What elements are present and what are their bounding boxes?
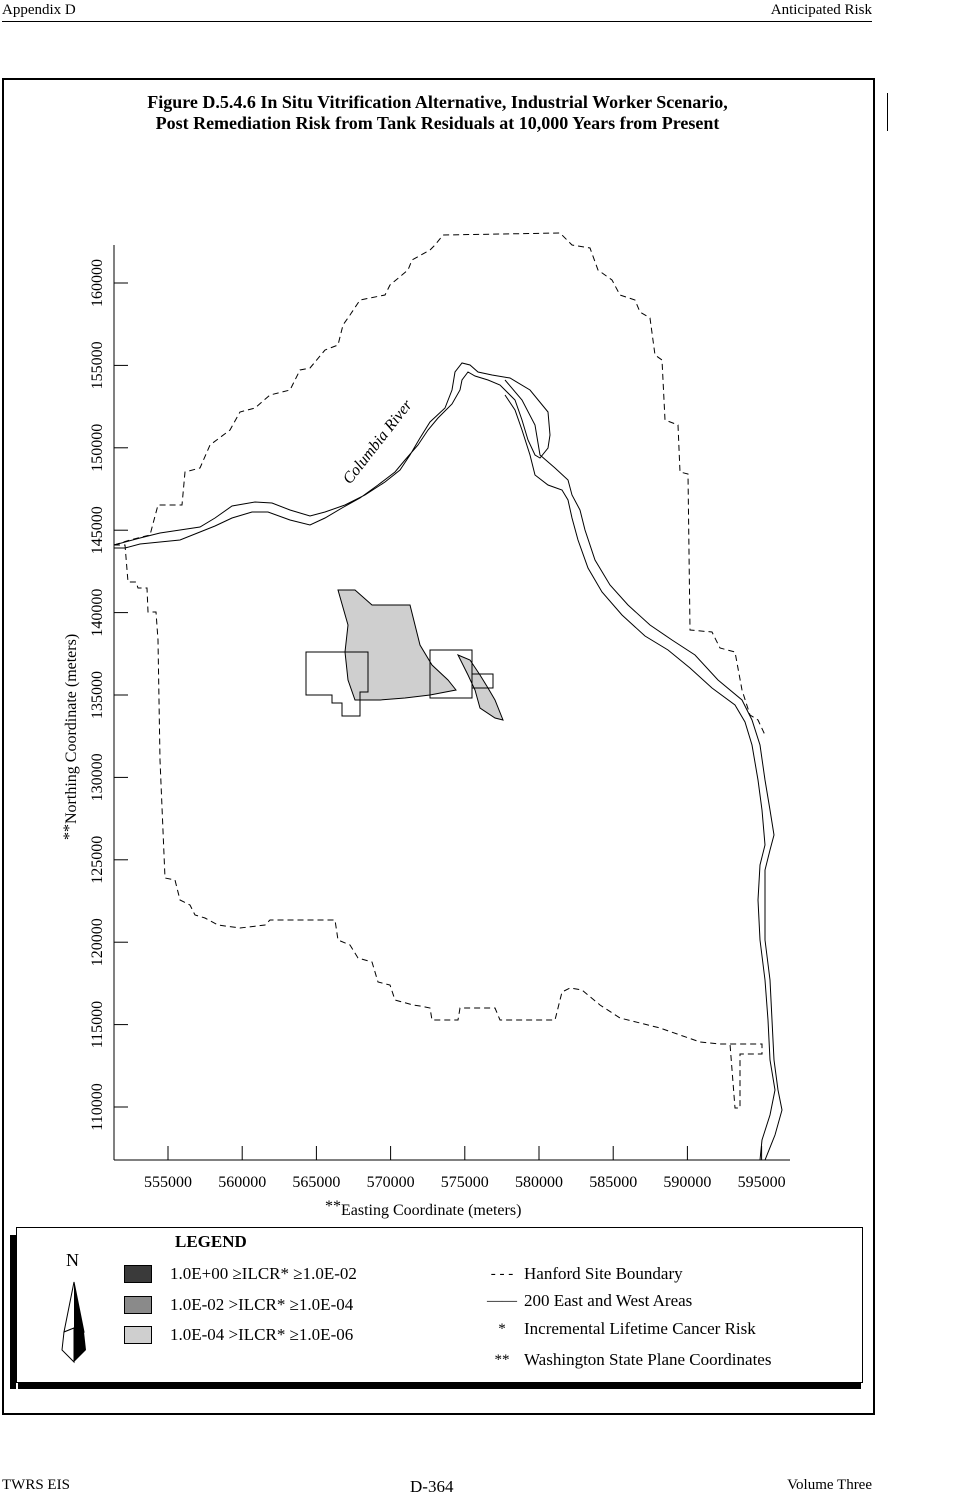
legend-title: LEGEND: [175, 1232, 247, 1251]
y-ticks: [89, 259, 128, 1131]
y-axis-label-text: Northing Coordinate (meters): [63, 633, 80, 824]
hanford-site-boundary-north: [114, 233, 765, 735]
legend-symbol-1: [480, 1264, 683, 1284]
y-tick-label: 135000: [89, 671, 106, 719]
y-tick-label: 150000: [89, 423, 106, 472]
columbia-river-bank-2: [505, 380, 782, 1160]
x-tick-label: 560000: [218, 1174, 267, 1191]
legend-swatch-2: [124, 1296, 152, 1314]
y-axis-label: [61, 634, 80, 840]
figure-title-line2: Post Remediation Risk from Tank Residuals at 10,000 Years from Present: [155, 113, 720, 133]
footer-right: Volume Three: [787, 1477, 872, 1493]
legend-symbol-2-text: 200 East and West Areas: [524, 1291, 693, 1310]
legend-range-2: [124, 1295, 353, 1315]
x-tick-label: 585000: [589, 1174, 638, 1191]
figure-title-line1: Figure D.5.4.6 In Situ Vitrification Alternative, Industrial Worker Scenario,: [147, 92, 728, 112]
legend-range-1: [124, 1264, 357, 1284]
x-tick-label: 565000: [292, 1174, 341, 1191]
legend-symbol-4: [480, 1350, 771, 1370]
x-tick-label: 570000: [366, 1174, 415, 1191]
legend-symbol-4-text: Washington State Plane Coordinates: [524, 1350, 772, 1369]
legend-range-2-text: 1.0E-02 >ILCR* ≥1.0E-04: [170, 1295, 354, 1314]
legend-symbol-2: [480, 1291, 692, 1311]
footer-left: TWRS EIS: [2, 1477, 70, 1493]
header-right: Anticipated Risk: [770, 2, 872, 18]
page-number: D-364: [410, 1477, 454, 1496]
x-ticks: [144, 1146, 786, 1191]
river-label: Columbia River: [339, 396, 416, 488]
solid-line-icon: ——: [487, 1292, 517, 1309]
x-axis-label-prefix: **: [325, 1198, 341, 1215]
north-label: N: [66, 1250, 79, 1270]
x-tick-label: 590000: [663, 1174, 712, 1191]
header-left: Appendix D: [2, 2, 76, 18]
legend-swatch-1: [124, 1265, 152, 1283]
columbia-river-bank-1: [114, 363, 550, 548]
legend-symbol-3: [480, 1319, 756, 1339]
x-tick-label: 595000: [737, 1174, 786, 1191]
y-tick-label: 115000: [89, 1000, 106, 1049]
legend-range-3-text: 1.0E-04 >ILCR* ≥1.0E-06: [170, 1325, 354, 1344]
y-tick-label: 110000: [89, 1083, 106, 1131]
y-tick-label: 120000: [89, 918, 106, 967]
y-tick-label: 155000: [89, 341, 106, 390]
x-tick-label: 575000: [440, 1174, 489, 1191]
x-tick-label: 580000: [515, 1174, 563, 1191]
legend-symbol-3-text: Incremental Lifetime Cancer Risk: [524, 1319, 756, 1338]
legend-range-3: [124, 1325, 353, 1345]
north-arrow-icon: [56, 1248, 92, 1368]
legend-shadow-bottom: [18, 1383, 861, 1389]
legend-range-1-text: 1.0E+00 ≥ILCR* ≥1.0E-02: [170, 1264, 357, 1283]
x-axis-label-text: Easting Coordinate (meters): [341, 1202, 522, 1219]
hanford-site-boundary: [114, 545, 762, 1108]
y-tick-label: 130000: [89, 753, 106, 802]
double-asterisk-icon: **: [494, 1351, 510, 1368]
asterisk-icon: *: [498, 1320, 506, 1337]
y-tick-label: 160000: [89, 259, 106, 307]
y-tick-label: 145000: [89, 506, 106, 555]
y-tick-label: 140000: [89, 588, 106, 637]
x-axis-label: [325, 1198, 521, 1219]
legend-swatch-3: [124, 1326, 152, 1344]
legend-symbol-1-text: Hanford Site Boundary: [524, 1264, 683, 1283]
y-axis-label-prefix: **: [61, 824, 78, 840]
y-tick-label: 125000: [89, 835, 106, 884]
dashed-line-icon: - - -: [490, 1265, 514, 1282]
risk-area-shading: [338, 590, 456, 700]
x-tick-label: 555000: [144, 1174, 192, 1191]
